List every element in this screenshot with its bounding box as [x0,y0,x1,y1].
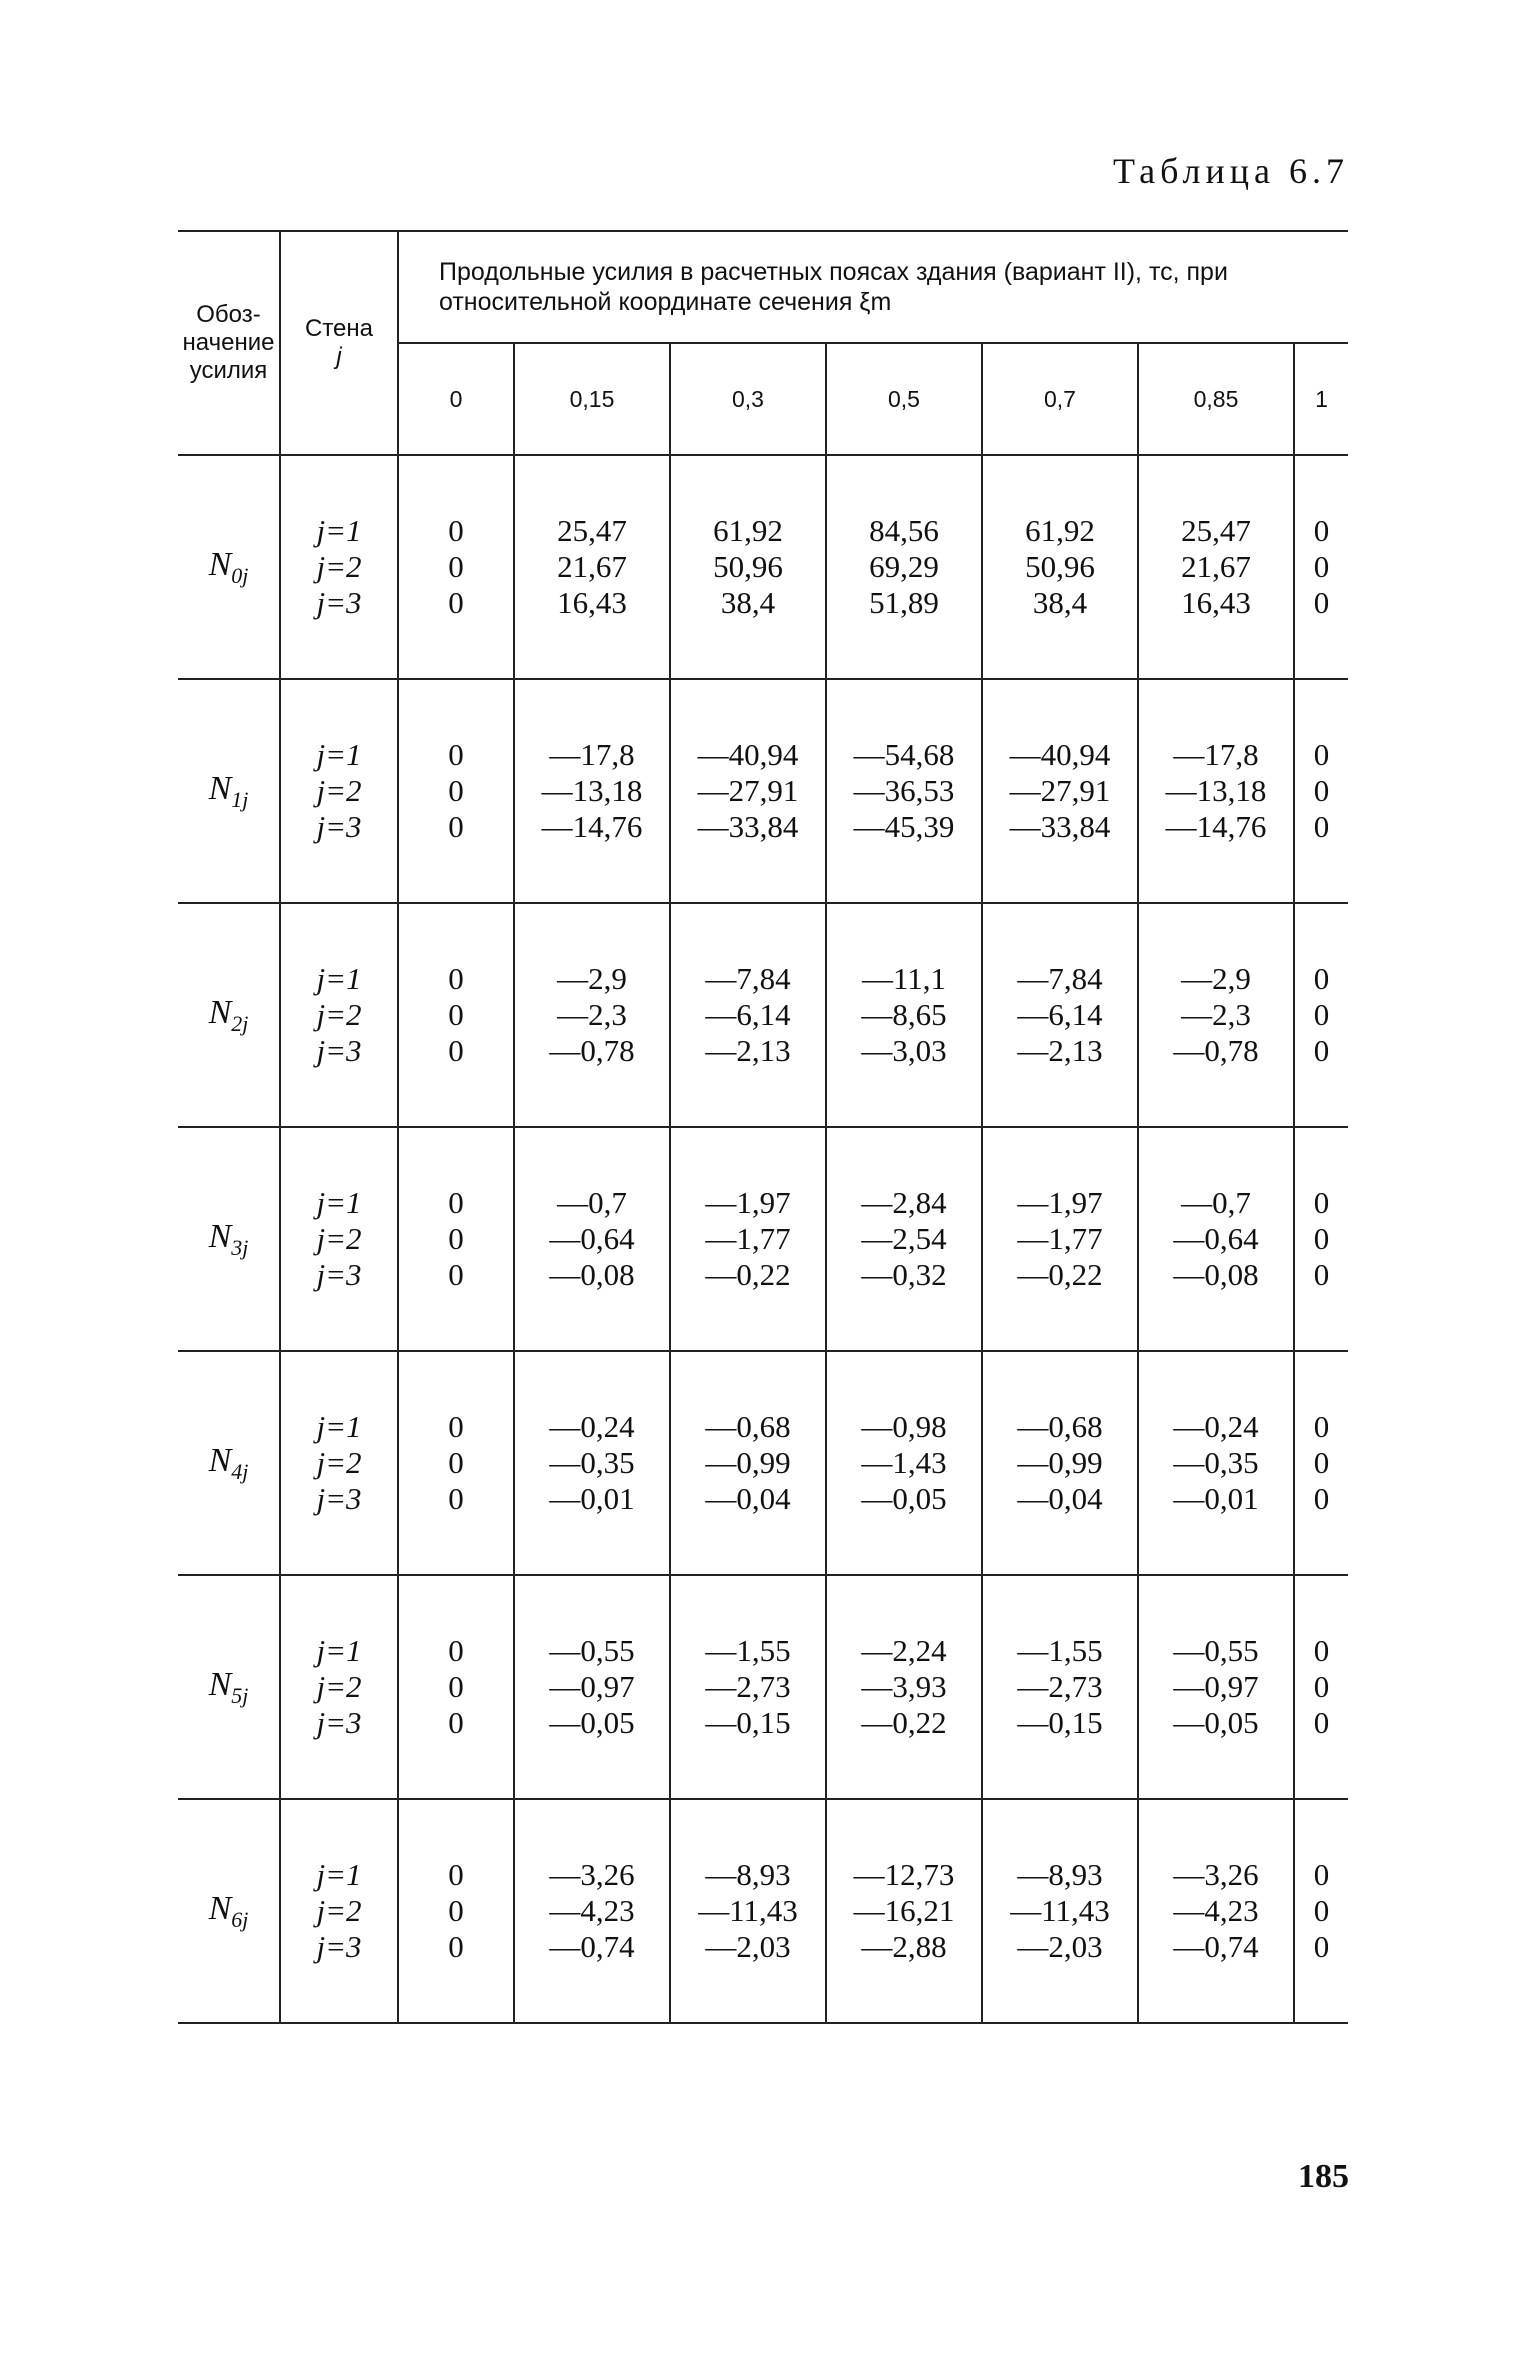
value-cell [982,1351,1138,1575]
force-value: —6,14 [705,997,791,1032]
wall-column-header [280,231,398,455]
table-body [178,455,1348,2023]
force-value: 0 [1313,1221,1330,1256]
force-value: —0,97 [1173,1669,1259,1704]
force-value: 50,96 [713,549,783,584]
value-cell [398,1127,514,1351]
value-cell [514,1799,670,2023]
force-value: 25,47 [557,513,627,548]
force-value: —2,24 [861,1633,947,1668]
value-cell [982,455,1138,679]
force-value: —0,22 [705,1257,791,1292]
force-value: 0 [448,513,464,548]
force-value: —7,84 [1017,961,1103,996]
force-value: —1,97 [1017,1185,1103,1220]
value-cell [826,1575,982,1799]
force-value: —14,76 [1165,809,1267,844]
table-row [178,1799,1348,2023]
wall-value: j=3 [316,1257,362,1292]
table-row [178,679,1348,903]
value-cell [398,455,514,679]
value-cell [982,1799,1138,2023]
value-cell [982,1575,1138,1799]
force-value: 38,4 [720,585,776,620]
force-value: —1,97 [705,1185,791,1220]
force-value: —3,26 [1173,1857,1259,1892]
value-cell [1138,1127,1294,1351]
force-value: —27,91 [697,773,799,808]
force-value: —8,93 [705,1857,791,1892]
value-cell [982,679,1138,903]
wall-value: j=3 [316,1033,362,1068]
force-value: —0,99 [705,1445,791,1480]
force-value: 0 [1313,1929,1330,1964]
value-cell [514,455,670,679]
force-value: 51,89 [869,585,939,620]
coordinate-header-cell: 0,7 [982,343,1138,455]
force-value: —0,22 [861,1705,947,1740]
force-value: 16,43 [1181,585,1251,620]
force-symbol [178,1351,280,1575]
force-value: —1,77 [1017,1221,1103,1256]
force-value: 0 [448,1705,464,1740]
coordinate-header-cell: 0,15 [514,343,670,455]
value-cell [826,903,982,1127]
value-cell [1294,1351,1348,1575]
force-symbol-letter: N [208,545,232,583]
value-cell [670,455,826,679]
force-value: 0 [1313,1705,1330,1740]
value-cell [670,1351,826,1575]
value-cell [982,903,1138,1127]
value-cell [670,1799,826,2023]
value-cell [982,1127,1138,1351]
force-value: —0,68 [705,1409,791,1444]
force-value: —33,84 [1009,809,1111,844]
value-cell [826,1127,982,1351]
force-value: 0 [1313,1893,1330,1928]
wall-value: j=3 [316,1481,362,1516]
force-value: —2,3 [1181,997,1251,1032]
force-value: 0 [448,1893,464,1928]
force-value: —0,55 [549,1633,635,1668]
force-symbol-letter: N [208,1441,232,1479]
force-value: —0,74 [1173,1929,1259,1964]
coordinate-header-cell: 1 [1294,343,1348,455]
wall-cell [280,455,398,679]
force-value: 61,92 [1025,513,1095,548]
wall-cell [280,679,398,903]
force-value: —13,18 [541,773,643,808]
force-symbol-subscript: 2j [231,1010,249,1036]
force-value: —0,78 [549,1033,635,1068]
force-value: 0 [1313,1669,1330,1704]
force-value: 0 [1313,549,1330,584]
wall-value: j=1 [316,1409,362,1444]
force-value: 0 [1313,737,1330,772]
value-cell [1138,1799,1294,2023]
coordinate-header-cell: 0,85 [1138,343,1294,455]
force-value: —0,98 [861,1409,947,1444]
force-value: 0 [1313,1185,1330,1220]
force-value: —54,68 [853,737,955,772]
force-value: 0 [1313,1481,1330,1516]
force-value: 0 [448,1409,464,1444]
wall-value: j=2 [316,1221,362,1256]
wall-cell [280,1351,398,1575]
force-value: —14,76 [541,809,643,844]
force-value: —2,73 [1017,1669,1103,1704]
value-cell [1294,679,1348,903]
force-value: 0 [448,997,464,1032]
force-value: —0,24 [1173,1409,1259,1444]
table-row [178,455,1348,679]
force-value: —0,64 [549,1221,635,1256]
force-symbol-subscript: 5j [231,1682,249,1708]
value-cell [1138,679,1294,903]
force-symbol [178,1127,280,1351]
page-number: 185 [1298,2158,1349,2195]
force-value: —0,15 [1017,1705,1103,1740]
force-value: —2,3 [557,997,627,1032]
force-value: —0,99 [1017,1445,1103,1480]
force-value: —11,43 [1010,1893,1110,1928]
force-value: —40,94 [697,737,799,772]
force-value: —2,13 [705,1033,791,1068]
coordinate-header-cell: 0 [398,343,514,455]
force-value: —0,32 [861,1257,947,1292]
wall-value: j=1 [316,1633,362,1668]
symbol-column-header: Обоз- начение усилия [178,231,280,455]
wall-value: j=1 [316,513,362,548]
value-cell [1294,903,1348,1127]
force-symbol [178,903,280,1127]
force-symbol [178,455,280,679]
wall-value: j=2 [316,997,362,1032]
value-cell [1138,1351,1294,1575]
wall-value: j=1 [316,1857,362,1892]
force-value: —3,03 [861,1033,947,1068]
force-value: 0 [448,737,464,772]
force-value: —0,08 [1173,1257,1259,1292]
force-value: —8,93 [1017,1857,1103,1892]
value-cell [826,455,982,679]
force-value: —1,77 [705,1221,791,1256]
force-value: —0,74 [549,1929,635,1964]
main-column-header: Продольные усилия в расчетных поясах здания (вариант II), тс, при относительной координате сечения ξm [398,231,1348,343]
force-value: —8,65 [861,997,947,1032]
force-value: 61,92 [713,513,783,548]
value-cell [670,903,826,1127]
wall-value: j=2 [316,1893,362,1928]
force-value: —2,13 [1017,1033,1103,1068]
force-value: —1,55 [1017,1633,1103,1668]
force-value: —0,64 [1173,1221,1259,1256]
force-value: 0 [1313,1633,1330,1668]
value-cell [826,1351,982,1575]
value-cell [670,679,826,903]
force-value: —45,39 [853,809,955,844]
wall-value: j=3 [316,1929,362,1964]
table-row [178,1575,1348,1799]
wall-value: j=2 [316,549,362,584]
force-symbol-subscript: 1j [231,786,249,812]
table-row [178,1127,1348,1351]
force-value: —3,26 [549,1857,635,1892]
force-value: —12,73 [853,1857,955,1892]
force-value: 16,43 [557,585,627,620]
wall-value: j=3 [316,585,362,620]
force-value: —2,54 [861,1221,947,1256]
force-value: 0 [1313,585,1330,620]
value-cell [514,1351,670,1575]
wall-cell [280,1799,398,2023]
table-caption: Таблица 6.7 [1113,151,1349,191]
force-value: —0,15 [705,1705,791,1740]
force-value: 0 [448,1481,464,1516]
force-value: —2,9 [1181,961,1251,996]
wall-value: j=1 [316,961,362,996]
force-value: —0,08 [549,1257,635,1292]
force-value: 0 [448,585,464,620]
wall-value: j=3 [316,1705,362,1740]
force-value: —1,55 [705,1633,791,1668]
value-cell [514,903,670,1127]
force-value: —0,05 [549,1705,635,1740]
value-cell [398,679,514,903]
force-value: —40,94 [1009,737,1111,772]
force-value: —2,73 [705,1669,791,1704]
force-symbol-letter: N [208,1217,232,1255]
value-cell [826,679,982,903]
force-value: 0 [1313,513,1330,548]
wall-cell [280,903,398,1127]
coordinate-header-cell: 0,5 [826,343,982,455]
force-value: —6,14 [1017,997,1103,1032]
value-cell [1138,455,1294,679]
force-value: —0,01 [549,1481,635,1516]
force-value: —16,21 [853,1893,955,1928]
wall-index: j [336,343,342,370]
force-symbol-letter: N [208,769,232,807]
value-cell [398,1351,514,1575]
force-value: —0,35 [1173,1445,1259,1480]
force-value: —0,7 [557,1185,627,1220]
force-value: 0 [1313,997,1330,1032]
force-symbol [178,1575,280,1799]
force-value: 0 [448,1033,464,1068]
wall-value: j=2 [316,1445,362,1480]
force-value: —0,22 [1017,1257,1103,1292]
force-value: —11,43 [698,1893,798,1928]
wall-value: j=1 [316,1185,362,1220]
forces-table [178,230,1348,2024]
force-value: 21,67 [1181,549,1251,584]
wall-cell [280,1127,398,1351]
force-value: —0,24 [549,1409,635,1444]
force-value: —17,8 [549,737,635,772]
table-row [178,1351,1348,1575]
force-value: —0,05 [1173,1705,1259,1740]
force-symbol-subscript: 6j [231,1906,249,1932]
value-cell [398,1799,514,2023]
value-cell [1294,1575,1348,1799]
force-value: —2,9 [557,961,627,996]
force-value: —2,03 [705,1929,791,1964]
force-value: —13,18 [1165,773,1267,808]
force-symbol-subscript: 4j [231,1458,249,1484]
force-value: 0 [448,1669,464,1704]
force-value: 21,67 [557,549,627,584]
value-cell [1138,1575,1294,1799]
force-symbol [178,679,280,903]
force-value: —0,04 [1017,1481,1103,1516]
value-cell [398,1575,514,1799]
value-cell [514,679,670,903]
force-value: 38,4 [1032,585,1088,620]
wall-value: j=2 [316,773,362,808]
force-value: 0 [1313,809,1330,844]
force-value: 0 [448,1857,464,1892]
force-value: 0 [448,961,464,996]
force-value: 0 [1313,1257,1330,1292]
wall-value: j=1 [316,737,362,772]
force-value: 0 [448,1221,464,1256]
value-cell [670,1127,826,1351]
force-symbol-letter: N [208,1889,232,1927]
wall-value: j=3 [316,809,362,844]
force-value: —36,53 [853,773,955,808]
force-value: —0,7 [1181,1185,1251,1220]
force-value: 0 [448,1185,464,1220]
force-value: —27,91 [1009,773,1111,808]
value-cell [514,1575,670,1799]
force-symbol-letter: N [208,1665,232,1703]
force-value: 0 [448,549,464,584]
force-value: —0,05 [861,1481,947,1516]
value-cell [1138,903,1294,1127]
value-cell [826,1799,982,2023]
force-value: —0,97 [549,1669,635,1704]
force-value: —17,8 [1173,737,1259,772]
force-symbol-subscript: 0j [231,562,249,588]
force-value: —0,78 [1173,1033,1259,1068]
force-value: 0 [448,1445,464,1480]
force-value: 0 [448,1633,464,1668]
force-value: 50,96 [1025,549,1095,584]
wall-label: Стена [304,315,373,342]
force-value: 0 [1313,1033,1330,1068]
force-value: 0 [448,773,464,808]
force-value: —4,23 [1173,1893,1259,1928]
value-cell [1294,455,1348,679]
force-symbol-letter: N [208,993,232,1031]
value-cell [1294,1127,1348,1351]
force-value: 0 [1313,1445,1330,1480]
force-value: 0 [448,1929,464,1964]
force-value: —33,84 [697,809,799,844]
force-value: 0 [1313,1409,1330,1444]
force-value: 0 [448,809,464,844]
force-value: —0,55 [1173,1633,1259,1668]
force-value: 0 [1313,773,1330,808]
force-value: —0,01 [1173,1481,1259,1516]
force-value: 0 [448,1257,464,1292]
force-value: —11,1 [861,961,947,996]
value-cell [398,903,514,1127]
wall-value: j=2 [316,1669,362,1704]
force-value: —2,84 [861,1185,947,1220]
force-value: —7,84 [705,961,791,996]
force-value: —2,88 [861,1929,947,1964]
value-cell [1294,1799,1348,2023]
force-value: —1,43 [861,1445,947,1480]
value-cell [514,1127,670,1351]
force-value: 0 [1313,961,1330,996]
force-value: —0,68 [1017,1409,1103,1444]
force-value: 25,47 [1181,513,1251,548]
force-value: 69,29 [869,549,939,584]
force-value: —0,35 [549,1445,635,1480]
force-value: —2,03 [1017,1929,1103,1964]
wall-cell [280,1575,398,1799]
coordinate-header-cell: 0,3 [670,343,826,455]
force-value: —3,93 [861,1669,947,1704]
table-row [178,903,1348,1127]
force-value: 84,56 [869,513,939,548]
force-value: —4,23 [549,1893,635,1928]
force-value: —0,04 [705,1481,791,1516]
force-value: 0 [1313,1857,1330,1892]
force-symbol [178,1799,280,2023]
value-cell [670,1575,826,1799]
force-symbol-subscript: 3j [231,1234,249,1260]
